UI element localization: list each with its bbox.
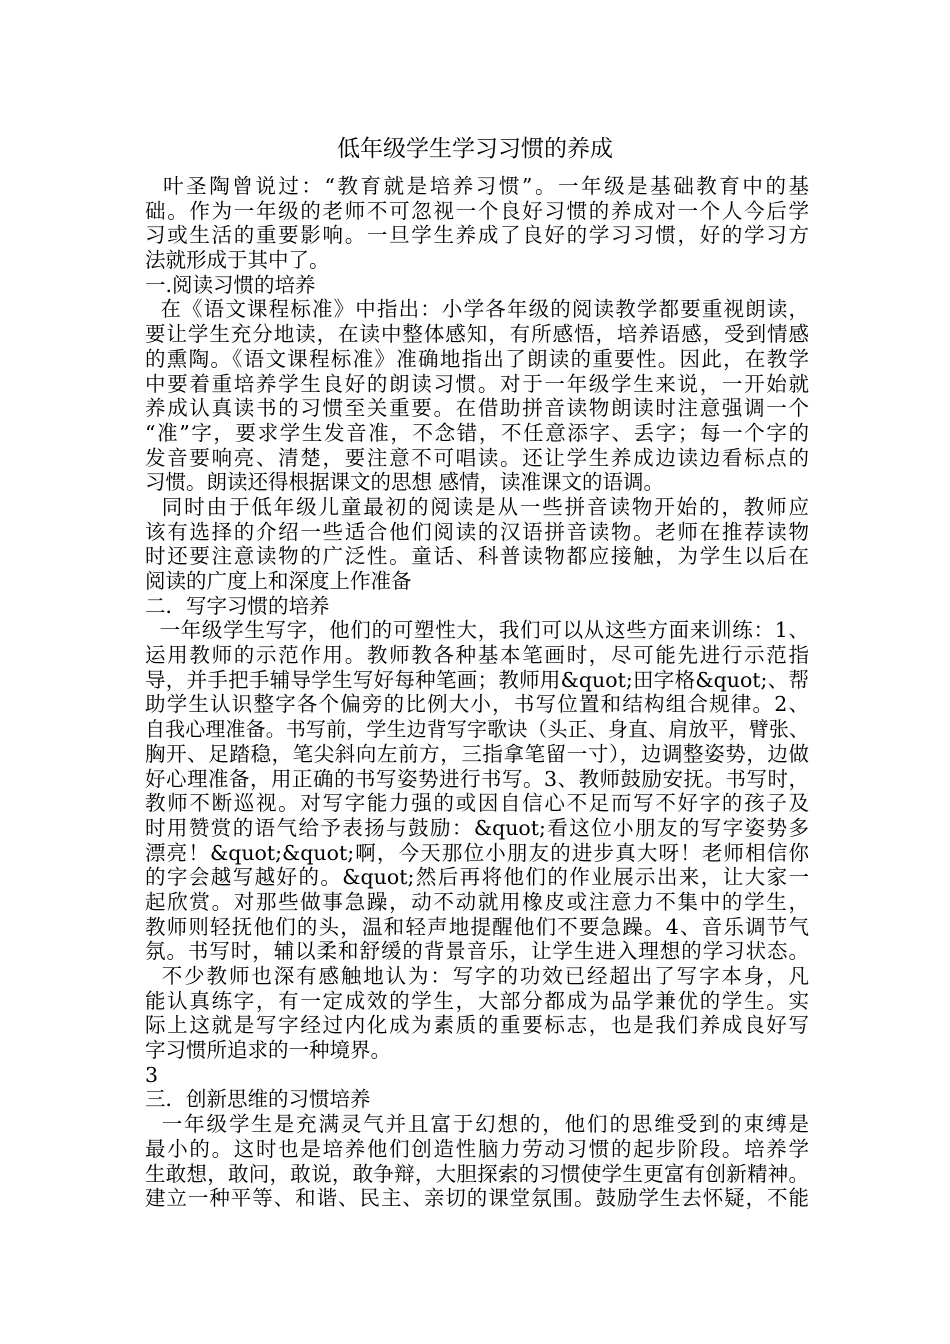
- text-line: 习或生活的重要影响。一旦学生养成了良好的学习习惯，好的学习方: [145, 223, 809, 248]
- text-line: 漂亮！&quot;&quot;啊，今天那位小朋友的进步真大呀！老师相信你: [145, 840, 809, 865]
- text-line: 同时由于低年级儿童最初的阅读是从一些拼音读物开始的，教师应: [145, 494, 809, 519]
- text-line: 字习惯所追求的一种境界。: [145, 1038, 391, 1063]
- text-line: 三．创新思维的习惯培养: [145, 1087, 371, 1112]
- text-line: 起欣赏。对那些做事急躁，动不动就用橡皮或注意力不集中的学生，: [145, 889, 809, 914]
- text-line: 不少教师也深有感触地认为：写字的功效已经超出了写字本身，凡: [145, 964, 809, 988]
- text-line: 3: [145, 1062, 159, 1087]
- text-line: 胸开、足踏稳，笔尖斜向左前方，三指拿笔留一寸），边调整姿势，边做: [145, 741, 809, 766]
- text-line: 建立一种平等、和谐、民主、亲切的课堂氛围。鼓励学生去怀疑，不能: [145, 1186, 809, 1211]
- text-line: 一.阅读习惯的培养: [145, 272, 316, 297]
- text-line: 生敢想，敢问，敢说，敢争辩，大胆探索的习惯使学生更富有创新精神。: [145, 1161, 809, 1186]
- text-line: 导，并手把手辅导学生写好每种笔画；教师用&quot;田字格&quot;、帮: [145, 667, 809, 692]
- document-body: [145, 174, 809, 1211]
- text-line: 教师不断巡视。对写字能力强的或因自信心不足而写不好字的孩子及: [145, 791, 809, 816]
- text-line: 运用教师的示范作用。教师教各种基本笔画时，尽可能先进行示范指: [145, 643, 809, 668]
- text-line: 中要着重培养学生良好的朗读习惯。对于一年级学生来说，一开始就: [145, 371, 809, 396]
- text-line: 际上这就是写字经过内化成为素质的重要标志，也是我们养成良好写: [145, 1013, 809, 1038]
- text-line: 氛。书写时，辅以柔和舒缓的背景音乐，让学生进入理想的学习状态。: [145, 939, 809, 964]
- text-line: 法就形成于其中了。: [145, 248, 330, 273]
- text-line: 阅读的广度上和深度上作准备: [145, 569, 412, 593]
- text-line: 该有选择的介绍一些适合他们阅读的汉语拼音读物。老师在推荐读物: [145, 519, 809, 544]
- text-line: 一年级学生写字，他们的可塑性大，我们可以从这些方面来训练：1、: [145, 618, 809, 643]
- text-line: 习惯。朗读还得根据课文的思想 感情，读准课文的语调。: [145, 470, 665, 495]
- text-line: 在《语文课程标准》中指出：小学各年级的阅读教学都要重视朗读，: [145, 297, 809, 322]
- document-title: 低年级学生学习习惯的养成: [337, 136, 613, 162]
- text-line: 发音要响亮、清楚，要注意不可唱读。还让学生养成边读边看标点的: [145, 445, 809, 470]
- text-line: 要让学生充分地读，在读中整体感知，有所感悟，培养语感，受到情感: [145, 322, 809, 347]
- text-line: 自我心理准备。书写前，学生边背写字歌诀（头正、身直、肩放平，臂张、: [145, 717, 809, 742]
- text-line: 叶圣陶曾说过：“教育就是培养习惯”。一年级是基础教育中的基: [145, 174, 809, 198]
- text-line: 养成认真读书的习惯至关重要。在借助拼音读物朗读时注意强调一个: [145, 396, 809, 421]
- text-line: “准”字，要求学生发音准，不念错，不任意添字、丢字；每一个字的: [145, 420, 809, 445]
- text-line: 的熏陶。《语文课程标准》准确地指出了朗读的重要性。因此，在教学: [145, 346, 809, 371]
- text-line: 能认真练字，有一定成效的学生，大部分都成为品学兼优的学生。实: [145, 988, 809, 1013]
- text-line: 二．写字习惯的培养: [145, 593, 330, 618]
- text-line: 最小的。这时也是培养他们创造性脑力劳动习惯的起步阶段。培养学: [145, 1136, 809, 1161]
- text-line: 好心理准备，用正确的书写姿势进行书写。3、教师鼓励安抚。书写时，: [145, 766, 809, 791]
- text-line: 助学生认识整字各个偏旁的比例大小，书写位置和结构组合规律。2、: [145, 692, 809, 717]
- text-line: 础。作为一年级的老师不可忽视一个良好习惯的养成对一个人今后学: [145, 198, 809, 223]
- text-line: 时用赞赏的语气给予表扬与鼓励：&quot;看这位小朋友的写字姿势多: [145, 815, 809, 840]
- text-line: 的字会越写越好的。&quot;然后再将他们的作业展示出来，让大家一: [145, 865, 809, 890]
- text-line: 一年级学生是充满灵气并且富于幻想的，他们的思维受到的束缚是: [145, 1112, 809, 1137]
- text-line: 时还要注意读物的广泛性。童话、科普读物都应接触，为学生以后在: [145, 544, 809, 569]
- text-line: 教师则轻抚他们的头，温和轻声地提醒他们不要急躁。4、音乐调节气: [145, 914, 809, 939]
